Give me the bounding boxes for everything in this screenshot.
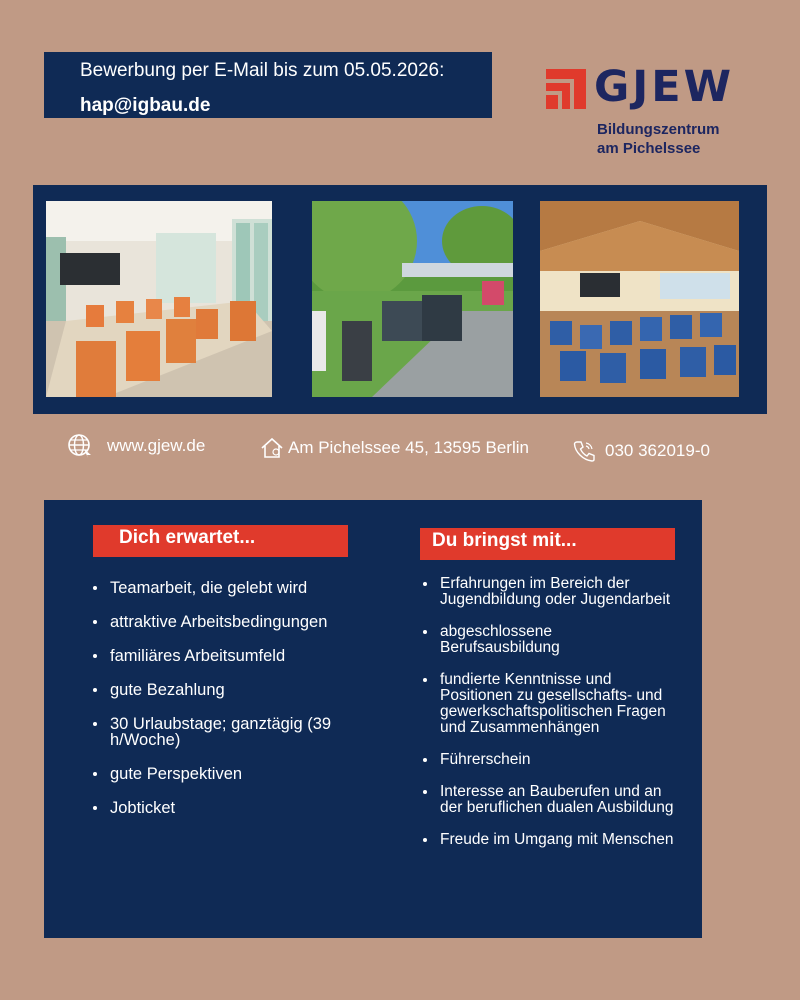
logo-subtitle-line2: am Pichelssee [597,140,701,157]
home-icon [260,437,284,459]
list-item: gute Bezahlung [90,682,340,698]
application-email-link[interactable]: hap@igbau.de [80,95,211,116]
photo-event-hall [540,201,739,397]
website-text: www.gjew.de [107,436,206,455]
logo-mark-icon [546,69,586,109]
photo-seminar-room [46,201,272,397]
list-item: gute Perspektiven [90,766,340,782]
list-item: Erfahrungen im Bereich der Jugendbildung oder Jugendarbeit [420,576,675,608]
contact-phone[interactable] [573,440,710,462]
job-details-panel [44,500,702,938]
gjew-logo [546,62,766,161]
list-item: Interesse an Bauberufen und an der beruflichen dualen Ausbildung [420,784,675,816]
logo-subtitle [597,120,767,158]
photo-gallery [33,185,767,414]
phone-icon [573,440,595,462]
requirements-heading: Du bringst mit... [420,528,675,560]
offer-list [90,580,340,834]
offer-heading: Dich erwartet... [93,525,348,557]
application-box [44,52,492,118]
photo-garden-terrace [312,201,513,397]
list-item: familiäres Arbeitsumfeld [90,648,340,664]
list-item: abgeschlossene Berufsausbildung [420,624,675,656]
contact-address [260,437,529,459]
logo-subtitle-line1: Bildungszentrum [597,121,720,138]
application-deadline: Bewerbung per E-Mail bis zum 05.05.2026: [80,60,445,81]
list-item: Jobticket [90,800,340,816]
list-item: Teamarbeit, die gelebt wird [90,580,340,596]
list-item: attraktive Arbeitsbedingungen [90,614,340,630]
phone-text: 030 362019-0 [605,441,710,460]
address-text: Am Pichelssee 45, 13595 Berlin [288,438,529,457]
globe-icon [67,433,93,459]
contact-website[interactable] [67,433,205,459]
logo-wordmark: GJEW [594,62,735,112]
list-item: Führerschein [420,752,675,768]
list-item: Freude im Umgang mit Menschen [420,832,675,848]
requirements-list [420,576,675,864]
list-item: fundierte Kenntnisse und Positionen zu gesellschafts- und gewerkschaftspolitischen Fragen und Zusammenhängen [420,672,675,736]
list-item: 30 Urlaubstage; ganztägig (39 h/Woche) [90,716,340,748]
